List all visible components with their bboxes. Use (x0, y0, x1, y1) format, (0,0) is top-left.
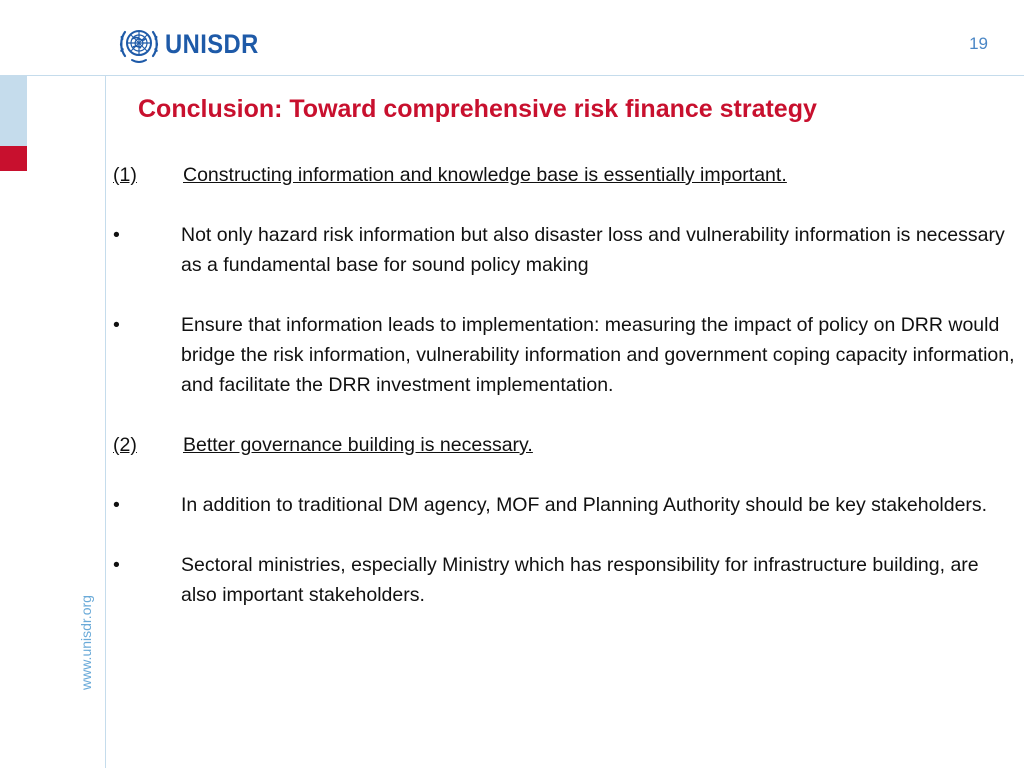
website-url: www.unisdr.org (78, 595, 94, 690)
section-number: (1) (113, 164, 137, 186)
bullet-text: Ensure that information leads to implementation: measuring the impact of policy on DRR would bridge the risk information, vulnerability information and government coping capacity information, and facilitate the DRR investment implementation. (181, 314, 1015, 396)
header-divider (0, 75, 1024, 76)
section-heading-1 (113, 160, 1018, 190)
bullet-item (113, 490, 1018, 520)
bullet-icon: • (113, 554, 120, 576)
section-number: (2) (113, 434, 137, 456)
slide-title: Conclusion: Toward comprehensive risk finance strategy (138, 95, 817, 123)
side-accent-light (0, 76, 27, 146)
bullet-icon: • (113, 314, 120, 336)
bullet-icon: • (113, 224, 120, 246)
bullet-icon: • (113, 494, 120, 516)
logo-text: UNISDR (165, 28, 259, 59)
section-heading-text: Constructing information and knowledge base is essentially important. (183, 164, 787, 186)
bullet-text: Sectoral ministries, especially Ministry which has responsibility for infrastructure building, are also important stakeholders. (181, 554, 979, 606)
side-accent-red (0, 146, 27, 171)
bullet-item (113, 220, 1018, 280)
section-heading-text: Better governance building is necessary. (183, 434, 533, 456)
bullet-text: In addition to traditional DM agency, MOF and Planning Authority should be key stakeholders. (181, 494, 988, 516)
bullet-item (113, 310, 1018, 400)
bullet-item (113, 550, 1018, 610)
unisdr-logo (117, 22, 272, 66)
un-emblem-icon (117, 22, 161, 66)
bullet-text: Not only hazard risk information but also disaster loss and vulnerability information is necessary as a fundamental base for sound policy making (181, 224, 1005, 276)
sidebar-divider (105, 76, 106, 768)
slide-content (113, 160, 1018, 640)
page-number: 19 (969, 34, 988, 53)
section-heading-2 (113, 430, 1018, 460)
